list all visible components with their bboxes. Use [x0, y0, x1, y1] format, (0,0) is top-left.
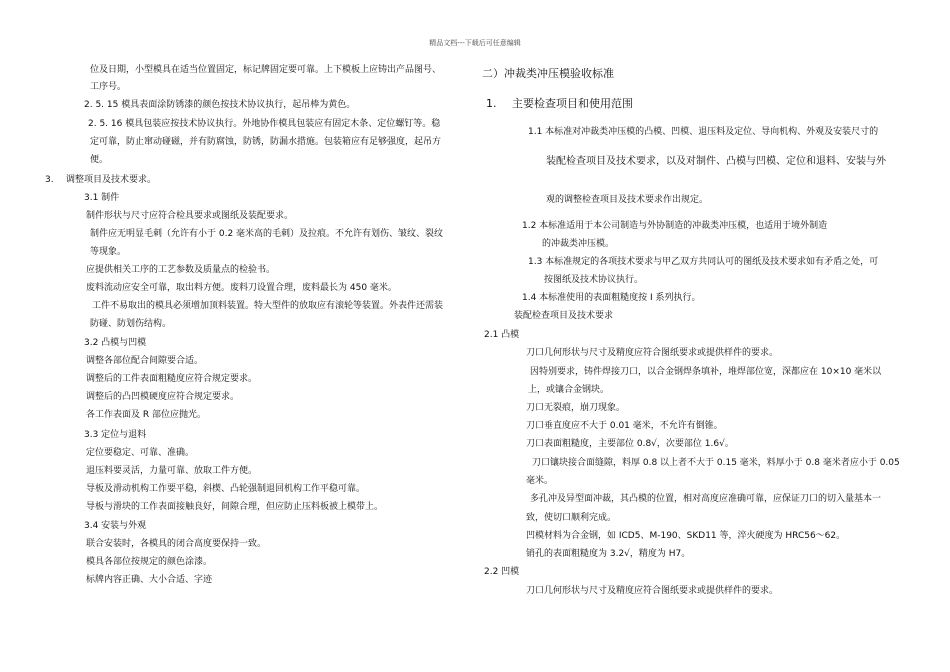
paragraph-line: 刀口几何形状与尺寸及精度应符合图纸要求或提供样件的要求。 [526, 348, 779, 358]
section-title: 调整项目及技术要求。 [66, 175, 157, 185]
paragraph-line: 刀口几何形状与尺寸及精度应符合图纸要求或提供样件的要求。 [526, 586, 779, 596]
paragraph-line: 防碰、防划伤结构。 [90, 319, 172, 329]
section-number: 1. [486, 97, 497, 110]
paragraph-line: 导板与滑块的工作表面接触良好，间隙合理，但应防止压料板被上模带上。 [86, 502, 384, 512]
paragraph-line: 凹模材料为合金钢，如 ICD5、M-190、SKD11 等，淬火硬度为 HRC56～62。 [526, 531, 846, 541]
paragraph-line: 便。 [90, 155, 109, 165]
clause-2-5-16: 2. 5. 16 模具包装应按技术协议执行。外地协作模具包装应有固定木条、定位螺钉等。稳 [88, 119, 441, 129]
paragraph-line: 按图纸及技术协议执行。 [544, 275, 644, 285]
paragraph-line: 标牌内容正确、大小合适、字迹 [86, 575, 213, 585]
paragraph-line: 调整各部位配合间隙要合适。 [86, 356, 204, 366]
subsection-heading: 3.3 定位与退料 [84, 430, 147, 440]
paragraph-line: 模具各部位按规定的颜色涂漆。 [86, 557, 213, 567]
paragraph-line: 装配检查项目及技术要求，以及对制件、凸模与凹模、定位和退料、安装与外 [546, 156, 886, 167]
section-number: 3. [45, 175, 54, 185]
paragraph-line: 制件应无明显毛刺（允许有小于 0.2 毫米高的毛刺）及拉痕。不允许有划伤、皱纹、裂纹 [90, 229, 444, 239]
paragraph-line: 应提供相关工序的工艺参数及质量点的检验书。 [86, 265, 276, 275]
subsection-heading: 3.2 凸模与凹模 [84, 338, 147, 348]
paragraph-line: 致，使切口顺利完成。 [526, 513, 617, 523]
paragraph-line: 调整后的工件表面粗糙度应符合规定要求。 [86, 374, 258, 384]
clause-1-1: 1.1 本标准对冲裁类冲压模的凸模、凹模、退压料及定位、导向机构、外观及安装尺寸的 [528, 127, 879, 137]
paragraph-line: 联合安装时，各模具的闭合高度要保持一致。 [86, 539, 267, 549]
paragraph-line: 废料流动应安全可靠，取出料方便。废料刀设置合理，废料最长为 450 毫米。 [86, 283, 397, 293]
clause-1-2: 1.2 本标准适用于本公司制造与外协制造的冲裁类冲压模，也适用于境外制造 [522, 221, 828, 231]
paragraph-line: 因特别要求，铸件焊接刀口，以合金钢焊条填补，堆焊部位宽，深都应在 10×10 毫米以 [530, 367, 882, 377]
paragraph-line: 刀口无裂痕，崩刀现象。 [526, 403, 626, 413]
paragraph-line: 多孔冲及异型面冲裁，其凸模的位置，相对高度应准确可靠，应保证刀口的切入量基本一 [530, 494, 882, 504]
paragraph-line: 毫米。 [526, 476, 554, 486]
paragraph-line: 刀口表面粗糙度，主要部位 0.8√，次要部位 1.6√。 [526, 439, 734, 449]
page-header: 精品文档---下载后可任意编辑 [429, 39, 521, 47]
paragraph-line: 退压料要灵活，力量可靠、放取工件方便。 [86, 466, 258, 476]
paragraph-line: 各工作表面及 R 部位应抛光。 [86, 410, 206, 420]
paragraph-line: 的冲裁类冲压模。 [542, 239, 615, 249]
clause-2-5-15: 2. 5. 15 模具表面涂防锈漆的颜色按技术协议执行，起吊棒为黄色。 [84, 100, 356, 110]
paragraph-line: 刀口镶块接合面缝隙，料厚 0.8 以上者不大于 0.15 毫米，料厚小于 0.8 毫米者应小于 0.05 [532, 458, 900, 468]
section-heading: 二）冲裁类冲压模验收标准 [482, 67, 614, 80]
paragraph-line: 制件形状与尺寸应符合检具要求或图纸及装配要求。 [86, 211, 294, 221]
subsection-heading: 2.1 凸模 [484, 330, 520, 340]
subsection-heading: 3.4 安装与外观 [84, 521, 147, 531]
paragraph-line: 上，或镶合金钢块。 [528, 385, 610, 395]
paragraph-line: 工序号。 [90, 82, 127, 92]
paragraph-line: 销孔的表面粗糙度为 3.2√，精度为 H7。 [526, 549, 691, 559]
paragraph-line: 定位要稳定、可靠、准确。 [86, 448, 195, 458]
clause-1-4: 1.4 本标准使用的表面粗糙度按 I 系列执行。 [522, 293, 701, 303]
clause-1-3: 1.3 本标准规定的各项技术要求与甲乙双方共同认可的图纸及技术要求如有矛盾之处，可 [528, 257, 879, 267]
paragraph-line: 定可靠，防止窜动碰磁，并有防腐蚀，防锈，防漏水措施。包装箱应有足够强度，起吊方 [90, 137, 442, 147]
paragraph-line: 调整后的凸凹模硬度应符合规定要求。 [86, 392, 240, 402]
paragraph-line: 等现象。 [90, 247, 127, 257]
paragraph-line: 位及日期，小型模具在适当位置固定，标记牌固定要可靠。上下模板上应铸出产品图号、 [90, 65, 442, 75]
section-title: 主要检查项目和使用范围 [512, 97, 633, 110]
section-subtitle: 装配检查项目及技术要求 [514, 311, 614, 321]
subsection-heading: 2.2 凹模 [484, 567, 520, 577]
paragraph-line: 观的调整检查项目及技术要求作出规定。 [546, 195, 709, 205]
paragraph-line: 导板及滑动机构工作要平稳，斜楔、凸轮强制退回机构工作平稳可靠。 [86, 484, 366, 494]
subsection-heading: 3.1 制件 [84, 193, 120, 203]
paragraph-line: 刀口垂直度应不大于 0.01 毫米，不允许有倒锥。 [526, 421, 723, 431]
paragraph-line: 工件不易取出的模具必须增加顶料装置。特大型件的放取应有滚轮等装置。外表件还需装 [92, 301, 444, 311]
